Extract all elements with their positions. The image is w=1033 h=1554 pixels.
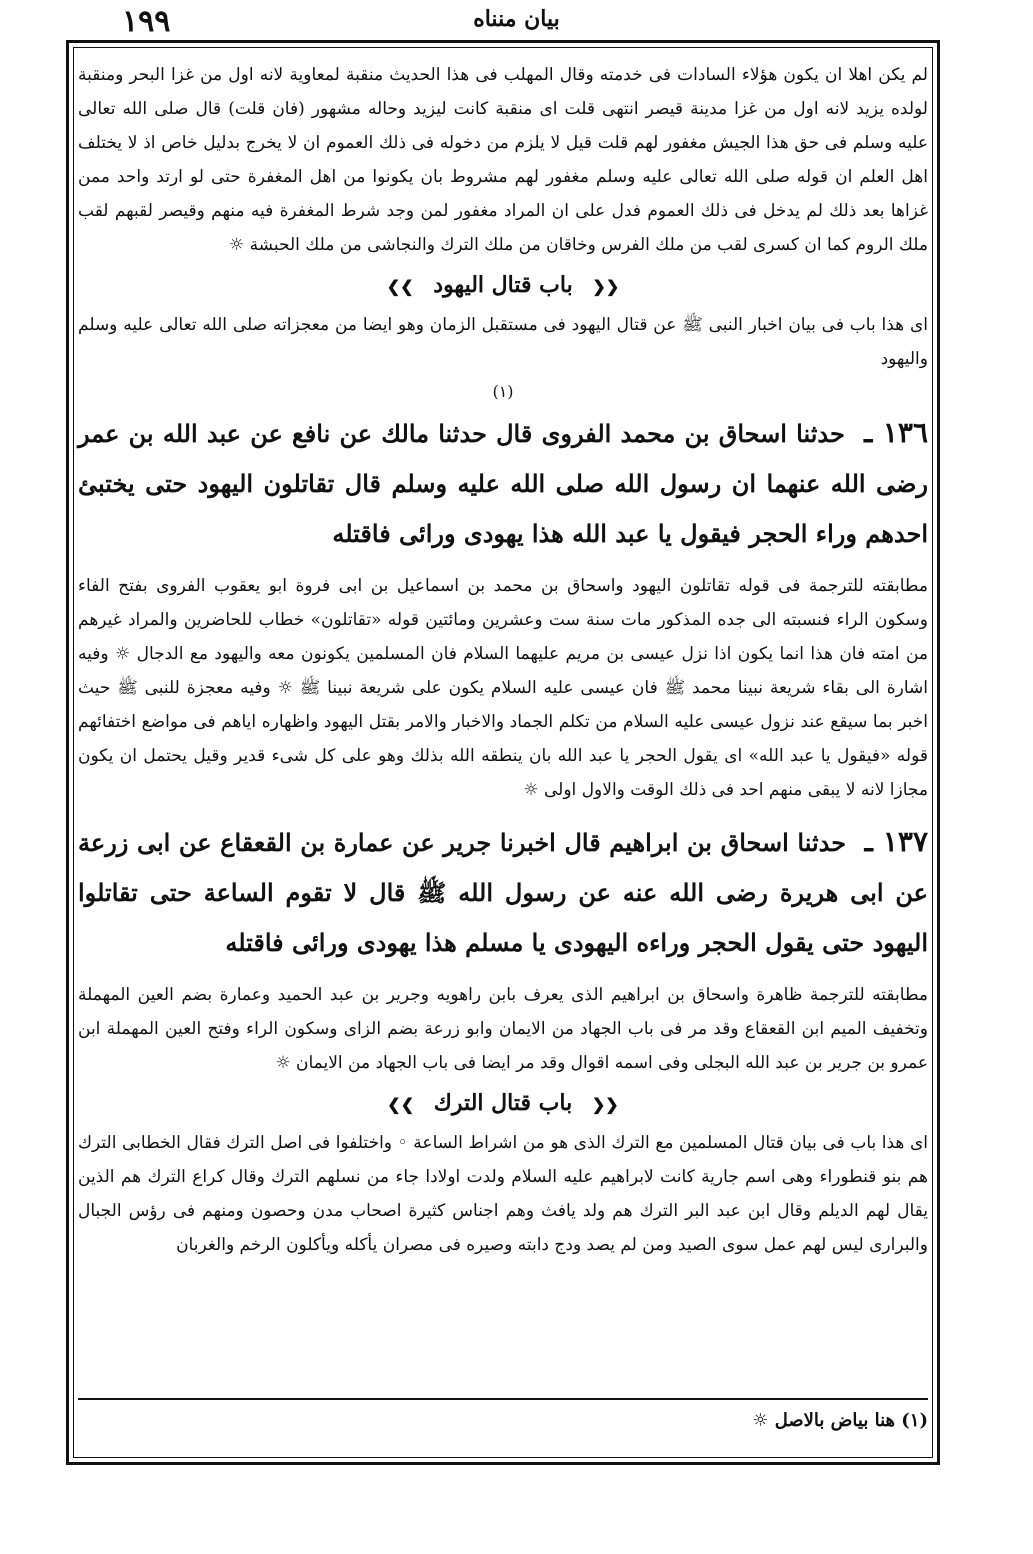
hadith-text: حدثنا اسحاق بن ابراهيم قال اخبرنا جرير عن عمارة بن القعقاع عن ابى زرعة عن ابى هريرة رضى الله عنه عن رسول الله ﷺ قال لا تقوم الساعة حتى تقاتلوا اليهود حتى يقول الحجر وراءه اليهودى يا مسلم هذا يهودى ورائى فاقتله — [78, 828, 928, 957]
ornament-icon: ❯❯ — [387, 1095, 415, 1114]
chapter-heading-text: باب قتال اليهود — [433, 272, 573, 298]
page-number: ١٩٩ — [122, 4, 171, 39]
ornament-icon: ❯❯ — [386, 277, 414, 296]
running-head: بيان منناه — [473, 6, 560, 32]
hadith-number: ١٣٦ ـ — [864, 416, 929, 449]
page-content — [78, 58, 928, 1388]
chapter-heading — [78, 272, 928, 298]
ornament-icon: ❮❮ — [591, 1095, 619, 1114]
hadith-137 — [78, 817, 928, 968]
footnote-marker: (١) — [492, 382, 514, 401]
hadith-136 — [78, 408, 928, 559]
commentary-paragraph: مطابقته للترجمة فى قوله تقاتلون اليهود واسحاق بن محمد بن اسماعيل بن ابى فروة ابو يعقوب الفروى بفتح الفاء وسكون الراء فنسبته الى جده المذكور مات سنة ست وعشرين ومائتين قوله «تقاتلون» خطاب للحاضرين والمراد غيرهم من امته فان هذا انما يكون اذا نزل عيسى بن مريم عليهما السلام فان المسلمين يكونون معه واليهود مع الدجال ☼ وفيه اشارة الى بقاء شريعة نبينا محمد ﷺ فان عيسى عليه السلام يكون على شريعة نبينا ﷺ ☼ وفيه معجزة للنبى ﷺ حيث اخبر بما سيقع عند نزول عيسى عليه السلام من تكلم الجماد والاخبار والامر بقتل اليهود واظهاره اياهم فى مواضع اختفائهم قوله «فيقول يا عبد الله» اى يقول الحجر يا عبد الله بان ينطقه الله بذلك وهو على كل شىء قدير وقيل يحتمل ان يكون مجازا لانه لا يبقى منهم احد فى ذلك الوقت والاول اولى ☼ — [78, 576, 928, 800]
chapter-intro: اى هذا باب فى بيان اخبار النبى ﷺ عن قتال اليهود فى مستقبل الزمان وهو ايضا من معجزاته صلى الله تعالى عليه وسلم واليهود — [78, 315, 928, 369]
chapter-heading-text: باب قتال الترك — [433, 1090, 573, 1116]
chapter-heading — [78, 1090, 928, 1116]
hadith-text: حدثنا اسحاق بن محمد الفروى قال حدثنا مالك عن نافع عن عبد الله بن عمر رضى الله عنهما ان رسول الله صلى الله عليه وسلم قال تقاتلون اليهود حتى يختبئ احدهم وراء الحجر فيقول يا عبد الله هذا يهودى ورائى فاقتله — [78, 419, 928, 548]
chapter-intro: اى هذا باب فى بيان قتال المسلمين مع الترك الذى هو من اشراط الساعة ◦ واختلفوا فى اصل الترك فقال الخطابى الترك هم بنو قنطوراء وهى اسم جارية كانت لابراهيم عليه السلام ولدت اولادا جاء من نسلهم الترك وقال كراع الترك هم الذين يقال لهم الديلم وقال ابن عبد البر الترك هم ولد يافث وهم اجناس كثيرة اصحاب مدن وحصون ومنهم فى رؤس الجبال والبرارى ليس لهم عمل سوى الصيد ومن لم يصد ودج دابته وصيره فى مصران يأكله ويأكلون الرخم والغربان — [78, 1133, 929, 1255]
hadith-number: ١٣٧ ـ — [864, 825, 929, 858]
footnote-rule — [78, 1398, 928, 1400]
ornament-icon: ❮❮ — [592, 277, 620, 296]
commentary-paragraph: لم يكن اهلا ان يكون هؤلاء السادات فى خدمته وقال المهلب فى هذا الحديث منقبة لمعاوية لانه اول من غزا البحر ومنقبة لولده يزيد لانه اول من غزا مدينة قيصر انتهى قلت اى منقبة كانت ليزيد وحاله مشهور (فان قلت) قال صلى الله تعالى عليه وسلم فى حق هذا الجيش مغفور لهم قلت قيل لا يلزم من دخوله فى ذلك العموم ان لا يخرج بدليل خاص اذ لا يختلف اهل العلم ان قوله صلى الله تعالى عليه وسلم مغفور لهم مشروط بان يكونوا من اهل المغفرة حتى لو ارتد واحد ممن غزاها بعد ذلك لم يدخل فى ذلك العموم فدل على ان المراد مغفور لمن وجد شرط المغفرة فيه منهم وقيصر لقبهم لقب ملك الروم كما ان كسرى لقب من ملك الفرس وخاقان من ملك الترك والنجاشى من ملك الحبشة ☼ — [78, 65, 928, 255]
footnote: (١) هنا بياض بالاصل ☼ — [752, 1410, 928, 1431]
commentary-paragraph: مطابقته للترجمة ظاهرة واسحاق بن ابراهيم الذى يعرف بابن راهويه وجرير بن عبد الحميد وعمارة بضم العين المهملة وتخفيف الميم ابن القعقاع وقد مر فى باب الجهاد من الايمان وابو زرعة بضم الزاى وسكون الراء وفتح العين المهملة ابن عمرو بن جرير بن عبد الله البجلى وفى اسمه اقوال وقد مر ايضا فى باب الجهاد من الايمان ☼ — [78, 985, 928, 1073]
